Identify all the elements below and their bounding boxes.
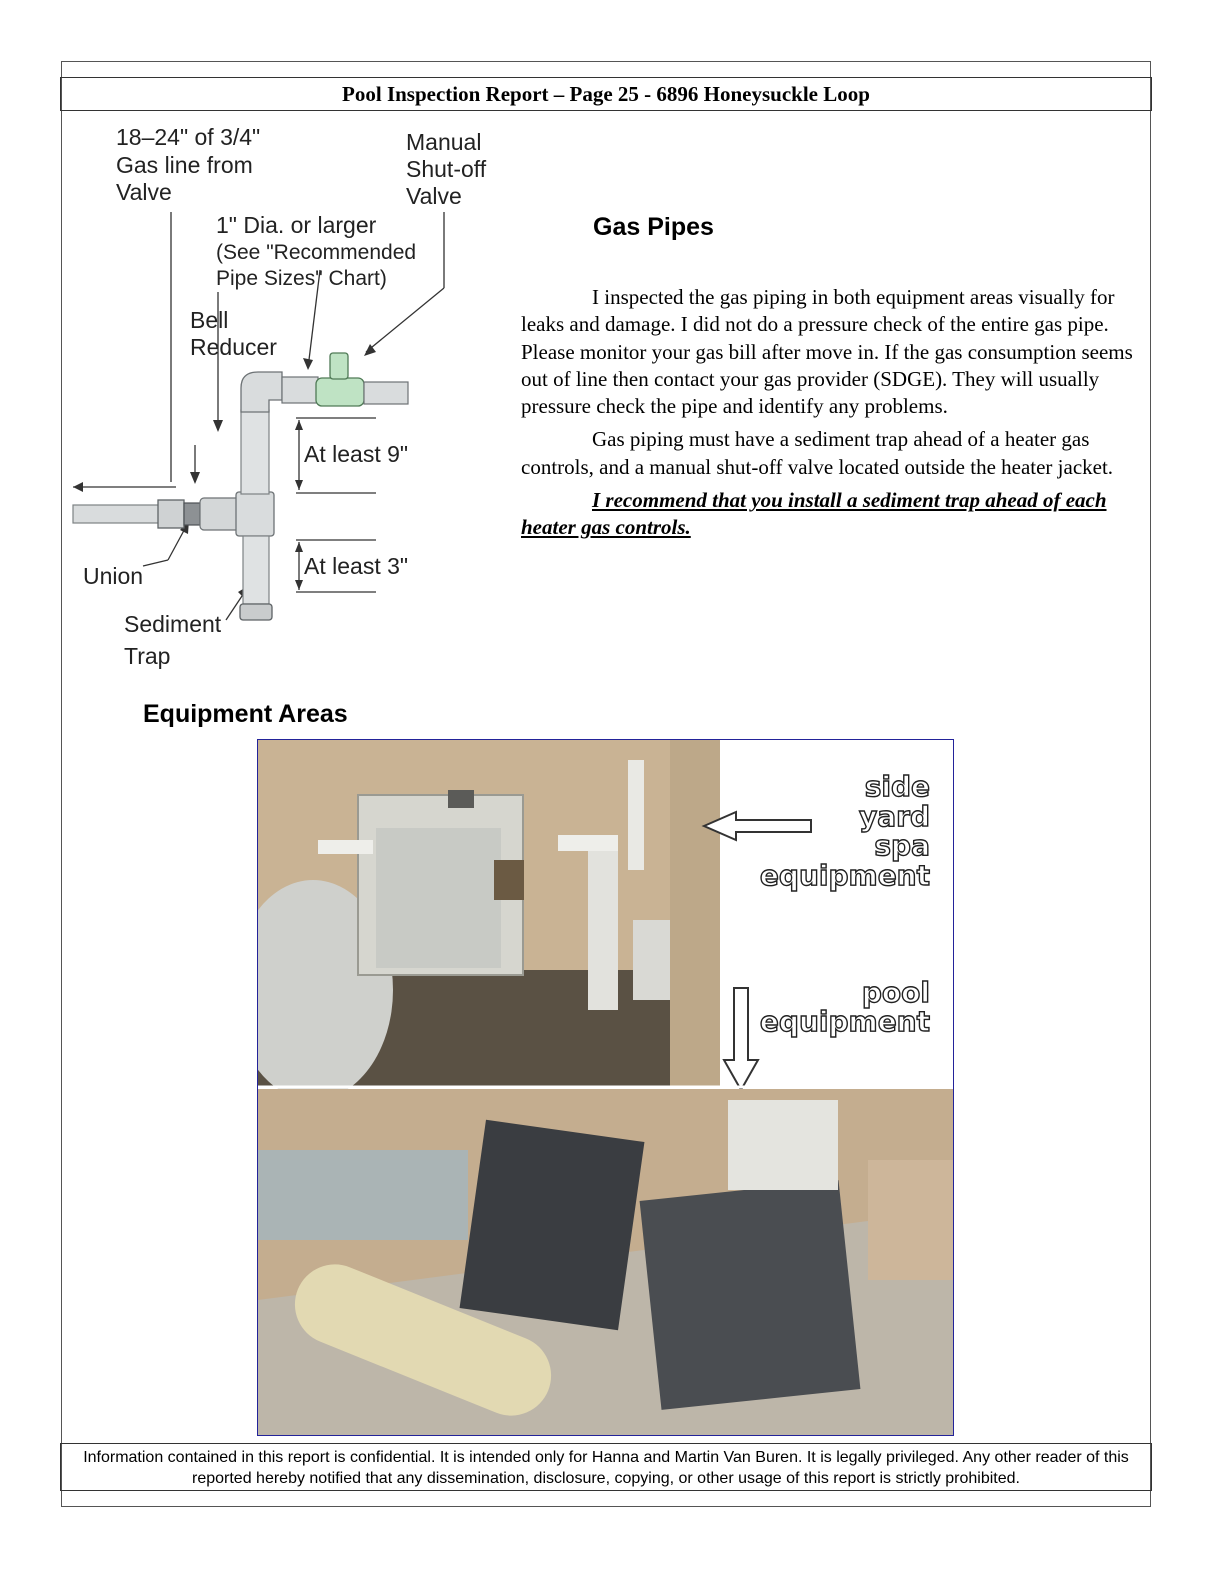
equipment-areas-heading: Equipment Areas bbox=[143, 700, 348, 728]
label-spa: spa bbox=[874, 829, 930, 862]
gas-pipes-recommendation: I recommend that you install a sediment trap ahead of each heater gas controls. bbox=[521, 488, 1107, 540]
confidentiality-footer bbox=[60, 1443, 1152, 1491]
equipment-photo-composite bbox=[258, 740, 953, 1435]
gas-pipes-heading: Gas Pipes bbox=[593, 213, 714, 241]
label-trap-2: Trap bbox=[124, 643, 171, 669]
pool-equipment-photo bbox=[258, 1089, 953, 1435]
gas-pipes-body bbox=[521, 284, 1141, 548]
gas-pipes-paragraph-1: I inspected the gas piping in both equipment areas visually for leaks and damage. I did not do a pressure check of the entire gas pipe. Please monitor your gas bill after move in. If the gas consumption seems out of line then contact your gas provider (SDGE). They will usually pressure check the pipe and identify any problems. bbox=[521, 285, 1133, 419]
label-dia-1: 1" Dia. or larger bbox=[216, 212, 377, 238]
gas-pipe-diagram bbox=[68, 120, 508, 680]
label-equipment-pool: equipment bbox=[759, 1005, 930, 1038]
equipment-photo bbox=[257, 739, 954, 1436]
label-least-9: At least 9" bbox=[304, 441, 409, 467]
spa-equipment-photo bbox=[258, 740, 720, 1100]
label-gasline-1: 18–24" of 3/4" bbox=[116, 124, 261, 150]
label-bell-2: Reducer bbox=[190, 334, 277, 360]
label-least-3: At least 3" bbox=[304, 553, 409, 579]
gas-pipes-paragraph-2: Gas piping must have a sediment trap ahead of a heater gas controls, and a manual shut-off valve located outside the heater jacket. bbox=[521, 427, 1114, 479]
label-equipment-spa: equipment bbox=[759, 859, 930, 892]
label-dia-3: Pipe Sizes" Chart) bbox=[216, 267, 387, 290]
page-header bbox=[60, 77, 1152, 111]
label-pool: pool bbox=[861, 976, 930, 1009]
label-valve-1: Manual bbox=[406, 129, 482, 155]
label-valve-3: Valve bbox=[406, 183, 462, 209]
label-valve-2: Shut-off bbox=[406, 156, 487, 182]
label-gasline-2: Gas line from bbox=[116, 152, 253, 178]
report-title: Pool Inspection Report – Page 25 - 6896 Honeysuckle Loop bbox=[342, 82, 870, 106]
label-bell-1: Bell bbox=[190, 307, 229, 333]
confidentiality-disclaimer: Information contained in this report is confidential. It is intended only for Hanna and Martin Van Buren. It is legally privileged. Any other reader of this reported hereby notified that any dissemination, disclosure, copying, or other usage of this report is strictly prohibited. bbox=[83, 1449, 1129, 1487]
label-trap-1: Sediment bbox=[124, 611, 222, 637]
label-gasline-3: Valve bbox=[116, 179, 172, 205]
label-dia-2: (See "Recommended bbox=[216, 241, 417, 264]
label-yard: yard bbox=[859, 800, 930, 833]
label-side: side bbox=[864, 770, 930, 803]
label-union: Union bbox=[83, 563, 144, 589]
